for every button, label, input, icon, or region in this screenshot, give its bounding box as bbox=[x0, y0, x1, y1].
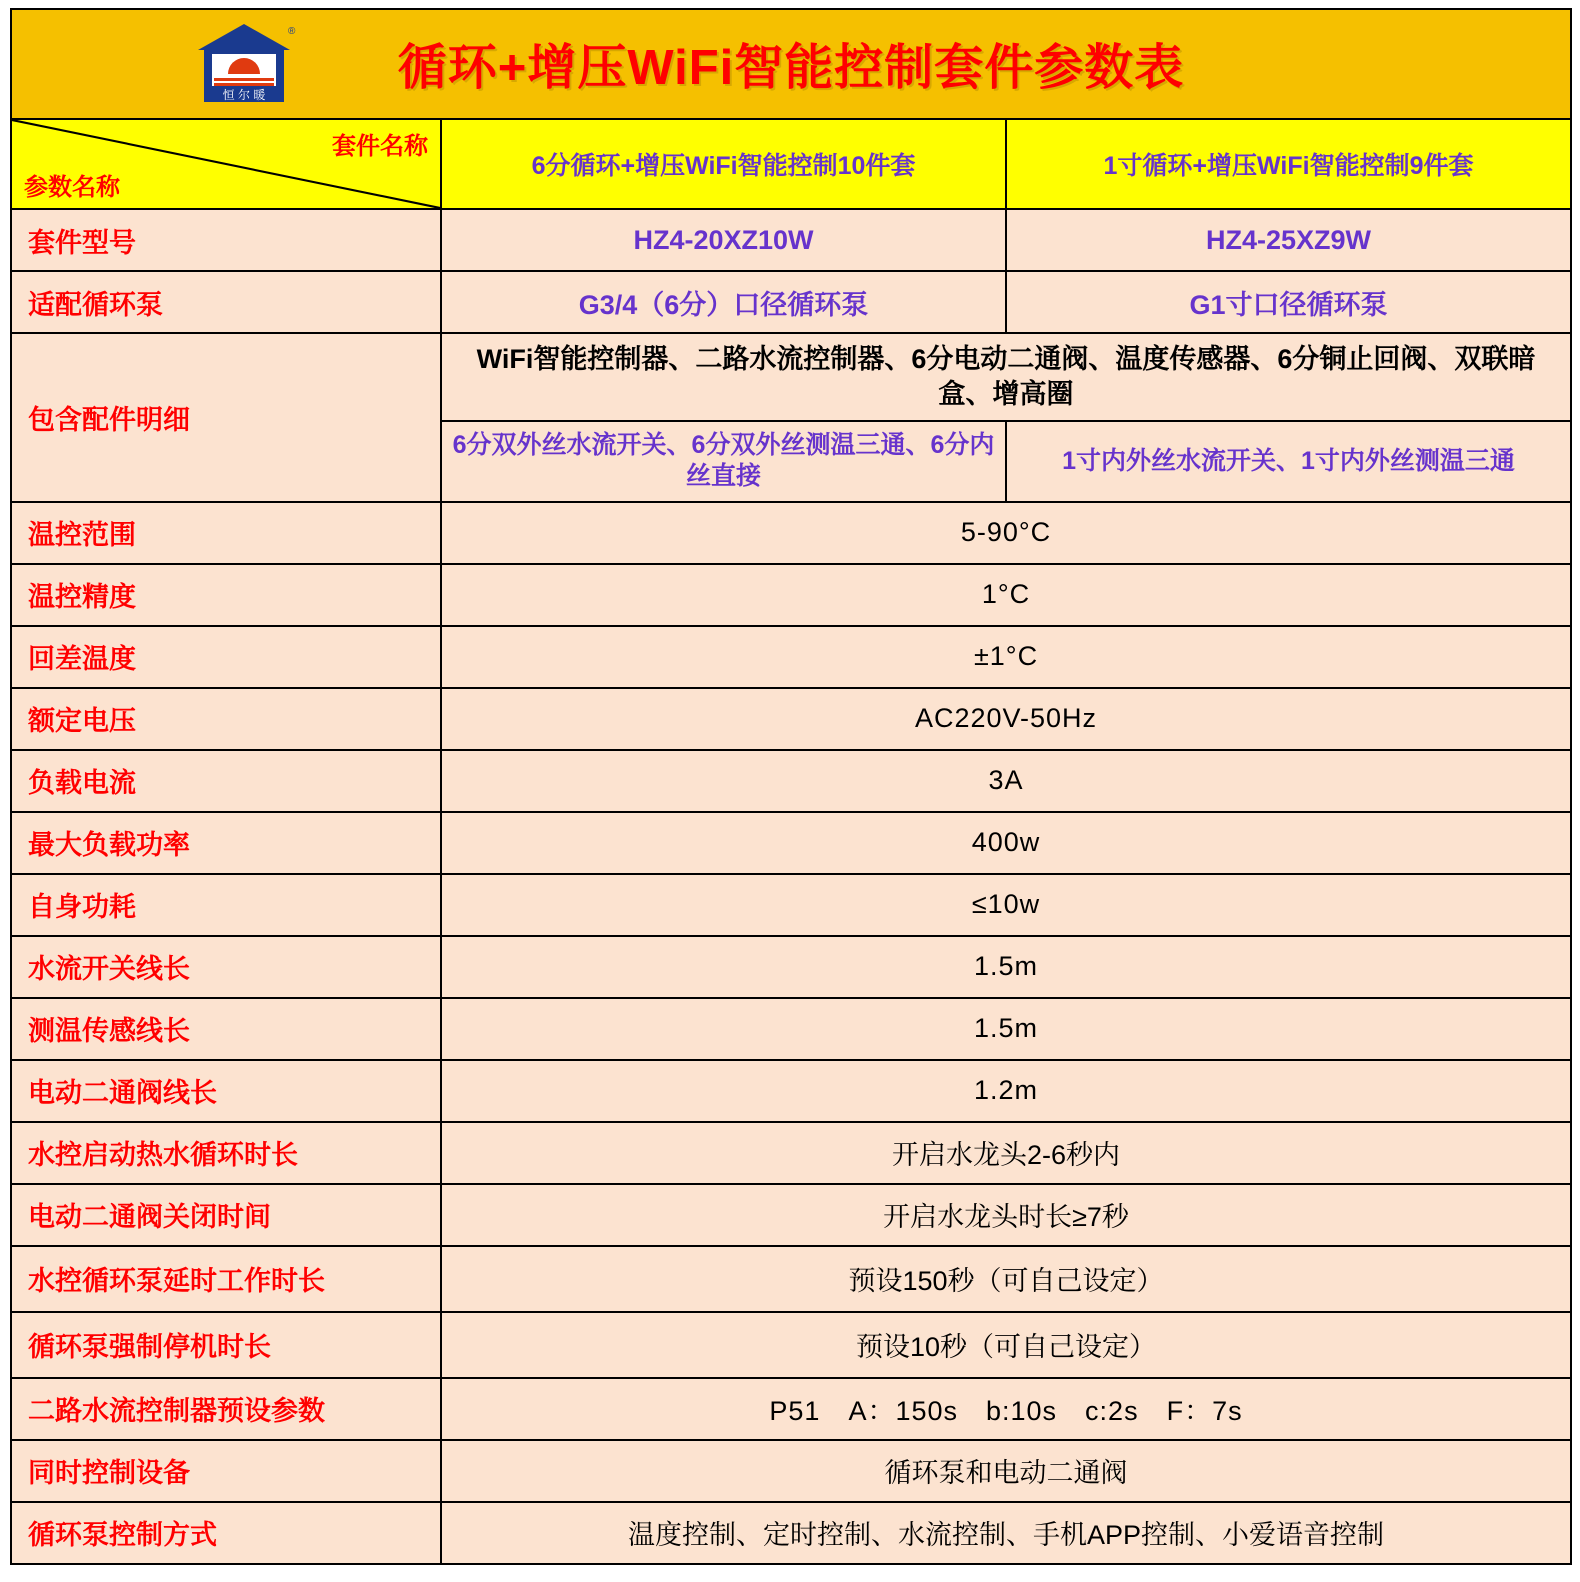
row-value-kit-1: G3/4（6分）口径循环泵 bbox=[441, 271, 1006, 333]
row-value-merged: 预设10秒（可自己设定） bbox=[441, 1312, 1571, 1378]
row-label: 测温传感线长 bbox=[11, 998, 441, 1060]
row-value-merged: 5-90°C bbox=[441, 502, 1571, 564]
row-value-merged: 开启水龙头2-6秒内 bbox=[441, 1122, 1571, 1184]
house-sun-logo bbox=[192, 20, 296, 108]
row-value-merged: 3A bbox=[441, 750, 1571, 812]
row-value-merged: AC220V-50Hz bbox=[441, 688, 1571, 750]
table-row bbox=[11, 750, 1571, 812]
table-row bbox=[11, 271, 1571, 333]
row-label: 适配循环泵 bbox=[11, 271, 441, 333]
row-label: 循环泵控制方式 bbox=[11, 1502, 441, 1564]
row-label: 二路水流控制器预设参数 bbox=[11, 1378, 441, 1440]
table-row bbox=[11, 1502, 1571, 1564]
row-label: 温控范围 bbox=[11, 502, 441, 564]
row-label: 温控精度 bbox=[11, 564, 441, 626]
row-label: 水控循环泵延时工作时长 bbox=[11, 1246, 441, 1312]
row-label: 电动二通阀关闭时间 bbox=[11, 1184, 441, 1246]
svg-text:®: ® bbox=[288, 26, 296, 37]
specification-table bbox=[10, 8, 1572, 1565]
row-value-merged: 1.5m bbox=[441, 998, 1571, 1060]
row-label: 负载电流 bbox=[11, 750, 441, 812]
row-value-kit-2: G1寸口径循环泵 bbox=[1006, 271, 1571, 333]
page-title: 循环+增压WiFi智能控制套件参数表 bbox=[397, 41, 1185, 95]
row-label: 水控启动热水循环时长 bbox=[11, 1122, 441, 1184]
row-value-merged: ≤10w bbox=[441, 874, 1571, 936]
row-label: 循环泵强制停机时长 bbox=[11, 1312, 441, 1378]
row-label: 水流开关线长 bbox=[11, 936, 441, 998]
row-value-kit-1: HZ4-20XZ10W bbox=[441, 209, 1006, 271]
accessories-value-kit-1: 6分双外丝水流开关、6分双外丝测温三通、6分内丝直接 bbox=[441, 421, 1006, 502]
row-label: 额定电压 bbox=[11, 688, 441, 750]
row-label: 自身功耗 bbox=[11, 874, 441, 936]
row-label: 包含配件明细 bbox=[11, 333, 441, 502]
table-row bbox=[11, 564, 1571, 626]
table-row bbox=[11, 333, 1571, 421]
table-row bbox=[11, 502, 1571, 564]
table-row bbox=[11, 998, 1571, 1060]
table-row bbox=[11, 1122, 1571, 1184]
column-header-row bbox=[11, 119, 1571, 209]
row-value-merged: 开启水龙头时长≥7秒 bbox=[441, 1184, 1571, 1246]
row-value-merged: ±1°C bbox=[441, 626, 1571, 688]
parameter-name-label: 参数名称 bbox=[24, 174, 120, 201]
row-value-merged: 400w bbox=[441, 812, 1571, 874]
row-label: 套件型号 bbox=[11, 209, 441, 271]
row-label: 电动二通阀线长 bbox=[11, 1060, 441, 1122]
table-row bbox=[11, 1060, 1571, 1122]
row-label: 最大负载功率 bbox=[11, 812, 441, 874]
title-cell bbox=[11, 9, 1571, 119]
table-row bbox=[11, 209, 1571, 271]
table-row bbox=[11, 874, 1571, 936]
row-label: 回差温度 bbox=[11, 626, 441, 688]
row-value-merged: P51 A：150s b:10s c:2s F：7s bbox=[441, 1378, 1571, 1440]
column-header-kit-1: 6分循环+增压WiFi智能控制10件套 bbox=[441, 119, 1006, 209]
table-row bbox=[11, 688, 1571, 750]
accessories-shared-value: WiFi智能控制器、二路水流控制器、6分电动二通阀、温度传感器、6分铜止回阀、双联暗盒、增高圈 bbox=[441, 333, 1571, 421]
corner-header-cell bbox=[11, 119, 441, 209]
table-row bbox=[11, 1378, 1571, 1440]
row-value-merged: 1°C bbox=[441, 564, 1571, 626]
row-value-merged: 温度控制、定时控制、水流控制、手机APP控制、小爱语音控制 bbox=[441, 1502, 1571, 1564]
table-row bbox=[11, 626, 1571, 688]
kit-name-label: 套件名称 bbox=[332, 133, 428, 160]
table-row bbox=[11, 812, 1571, 874]
row-value-merged: 1.2m bbox=[441, 1060, 1571, 1122]
row-value-merged: 预设150秒（可自己设定） bbox=[441, 1246, 1571, 1312]
table-row bbox=[11, 1312, 1571, 1378]
row-value-kit-2: HZ4-25XZ9W bbox=[1006, 209, 1571, 271]
table-row bbox=[11, 1184, 1571, 1246]
row-value-merged: 循环泵和电动二通阀 bbox=[441, 1440, 1571, 1502]
table-row bbox=[11, 936, 1571, 998]
row-value-merged: 1.5m bbox=[441, 936, 1571, 998]
svg-text:恒 尔 暖: 恒 尔 暖 bbox=[222, 88, 266, 102]
title-row bbox=[11, 9, 1571, 119]
table-row bbox=[11, 1246, 1571, 1312]
table-row bbox=[11, 1440, 1571, 1502]
row-label: 同时控制设备 bbox=[11, 1440, 441, 1502]
accessories-value-kit-2: 1寸内外丝水流开关、1寸内外丝测温三通 bbox=[1006, 421, 1571, 502]
column-header-kit-2: 1寸循环+增压WiFi智能控制9件套 bbox=[1006, 119, 1571, 209]
